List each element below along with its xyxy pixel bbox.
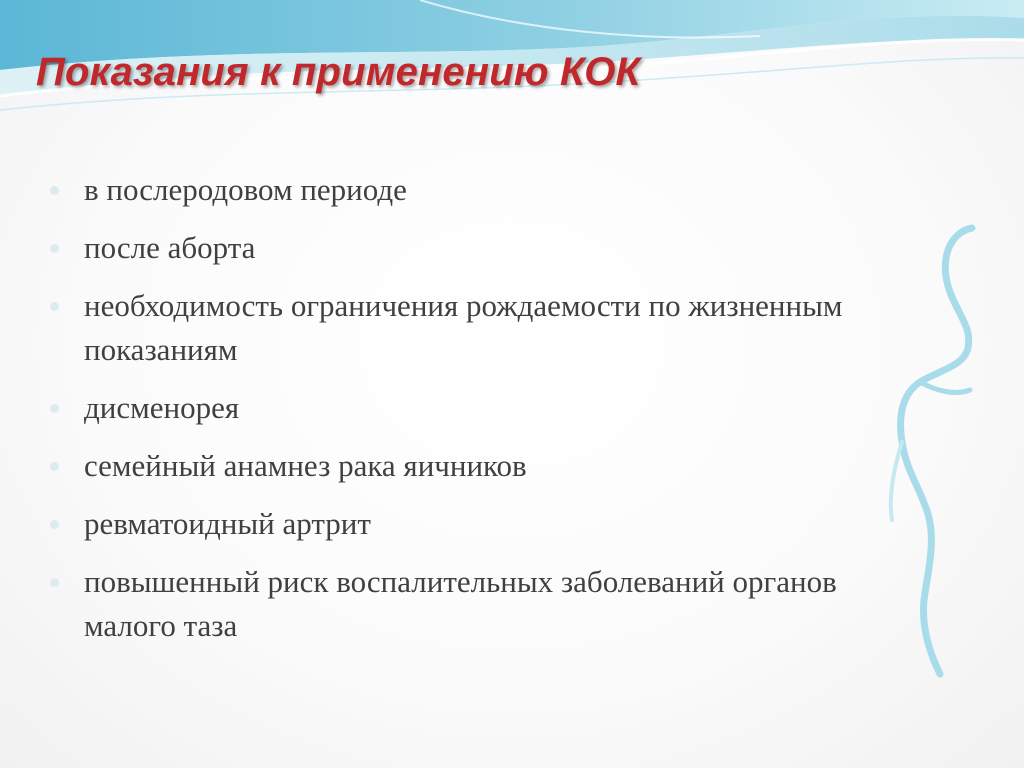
- bullet-item-birth-limitation: [48, 284, 848, 372]
- bullet-dot: [50, 244, 59, 253]
- bullet-text: в послеродовом периоде: [84, 172, 407, 207]
- bullet-dot: [50, 404, 59, 413]
- bullet-item-postpartum: [48, 168, 848, 212]
- bullet-dot: [50, 186, 59, 195]
- female-silhouette-decoration: [880, 220, 990, 680]
- bullet-text: ревматоидный артрит: [84, 506, 371, 541]
- bullet-dot: [50, 578, 59, 587]
- bullet-text: семейный анамнез рака яичников: [84, 448, 527, 483]
- bullet-list: [48, 168, 848, 662]
- bullet-text: необходимость ограничения рождаемости по жизненным показаниям: [84, 288, 843, 367]
- bullet-dot: [50, 462, 59, 471]
- bullet-text: дисменорея: [84, 390, 240, 425]
- bullet-item-dysmenorrhea: [48, 386, 848, 430]
- bullet-item-rheumatoid-arthritis: [48, 502, 848, 546]
- bullet-item-ovarian-cancer-history: [48, 444, 848, 488]
- bullet-item-post-abortion: [48, 226, 848, 270]
- bullet-text: повышенный риск воспалительных заболеваний органов малого таза: [84, 564, 837, 643]
- slide-title: Показания к применению КОК: [36, 50, 641, 94]
- bullet-item-pelvic-inflammatory-risk: [48, 560, 848, 648]
- bullet-dot: [50, 520, 59, 529]
- bullet-dot: [50, 302, 59, 311]
- bullet-text: после аборта: [84, 230, 256, 265]
